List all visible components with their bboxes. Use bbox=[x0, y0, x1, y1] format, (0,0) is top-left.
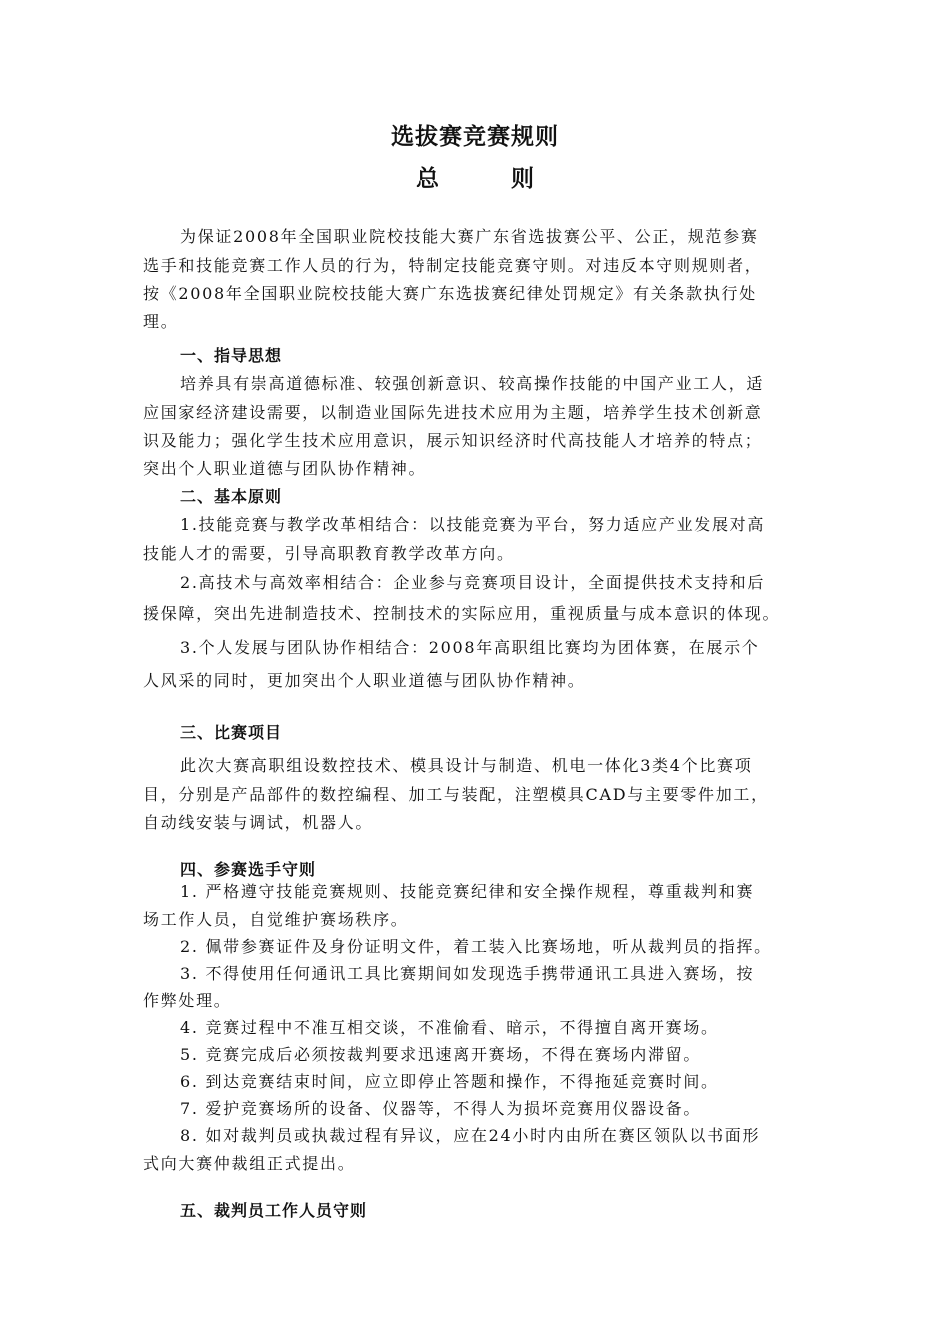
paragraph-line: 4. 竞赛过程中不准互相交谈，不准偷看、暗示，不得擅自离开赛场。 bbox=[180, 1018, 719, 1037]
paragraph-line: 8. 如对裁判员或执裁过程有异议，应在24小时内由所在赛区领队以书面形 bbox=[180, 1126, 761, 1145]
paragraph-line: 2.高技术与高效率相结合：企业参与竞赛项目设计，全面提供技术支持和后 bbox=[180, 573, 766, 592]
paragraph-line: 7. 爱护竞赛场所的设备、仪器等，不得人为损坏竞赛用仪器设备。 bbox=[180, 1099, 702, 1118]
section-heading: 一、指导思想 bbox=[180, 346, 283, 365]
paragraph-line: 3.个人发展与团队协作相结合：2008年高职组比赛均为团体赛，在展示个 bbox=[180, 638, 760, 657]
paragraph-line: 作弊处理。 bbox=[143, 991, 232, 1010]
paragraph-line: 培养具有崇高道德标准、较强创新意识、较高操作技能的中国产业工人，适 bbox=[180, 374, 765, 393]
paragraph-line: 援保障，突出先进制造技术、控制技术的实际应用，重视质量与成本意识的体现。 bbox=[143, 604, 781, 623]
paragraph-line: 此次大赛高职组设数控技术、模具设计与制造、机电一体化3类4个比赛项 bbox=[180, 756, 753, 775]
paragraph-line: 5. 竞赛完成后必须按裁判要求迅速离开赛场，不得在赛场内滞留。 bbox=[180, 1045, 702, 1064]
paragraph-line: 应国家经济建设需要，以制造业国际先进技术应用为主题，培养学生技术创新意 bbox=[143, 403, 763, 422]
section-heading: 三、比赛项目 bbox=[180, 723, 283, 742]
section-heading: 四、参赛选手守则 bbox=[180, 860, 317, 879]
paragraph-line: 目，分别是产品部件的数控编程、加工与装配，注塑模具CAD与主要零件加工， bbox=[143, 785, 769, 804]
paragraph-line: 3. 不得使用任何通讯工具比赛期间如发现选手携带通讯工具进入赛场，按 bbox=[180, 964, 755, 983]
intro-line: 理。 bbox=[143, 312, 179, 331]
intro-line: 按《2008年全国职业院校技能大赛广东选拔赛纪律处罚规定》有关条款执行处 bbox=[143, 284, 757, 303]
section-heading: 二、基本原则 bbox=[180, 487, 283, 506]
paragraph-line: 突出个人职业道德与团队协作精神。 bbox=[143, 459, 427, 478]
paragraph-line: 式向大赛仲裁组正式提出。 bbox=[143, 1154, 356, 1173]
paragraph-line: 场工作人员，自觉维护赛场秩序。 bbox=[143, 910, 409, 929]
document-title: 选拔赛竞赛规则 bbox=[391, 124, 559, 150]
paragraph-line: 2. 佩带参赛证件及身份证明文件，着工装入比赛场地，听从裁判员的指挥。 bbox=[180, 937, 772, 956]
section-heading: 五、裁判员工作人员守则 bbox=[180, 1201, 368, 1220]
paragraph-line: 技能人才的需要，引导高职教育教学改革方向。 bbox=[143, 544, 515, 563]
paragraph-line: 识及能力；强化学生技术应用意识，展示知识经济时代高技能人才培养的特点； bbox=[143, 431, 763, 450]
intro-line: 为保证2008年全国职业院校技能大赛广东省选拔赛公平、公正，规范参赛 bbox=[180, 227, 759, 246]
paragraph-line: 1. 严格遵守技能竞赛规则、技能竞赛纪律和安全操作规程，尊重裁判和赛 bbox=[180, 882, 755, 901]
paragraph-line: 人风采的同时，更加突出个人职业道德与团队协作精神。 bbox=[143, 671, 586, 690]
paragraph-line: 1.技能竞赛与教学改革相结合：以技能竞赛为平台，努力适应产业发展对高 bbox=[180, 515, 766, 534]
paragraph-line: 6. 到达竞赛结束时间，应立即停止答题和操作，不得拖延竞赛时间。 bbox=[180, 1072, 719, 1091]
document-subtitle: 总 则 bbox=[415, 166, 566, 192]
paragraph-line: 自动线安装与调试，机器人。 bbox=[143, 813, 374, 832]
intro-line: 选手和技能竞赛工作人员的行为，特制定技能竞赛守则。对违反本守则规则者， bbox=[143, 256, 763, 275]
